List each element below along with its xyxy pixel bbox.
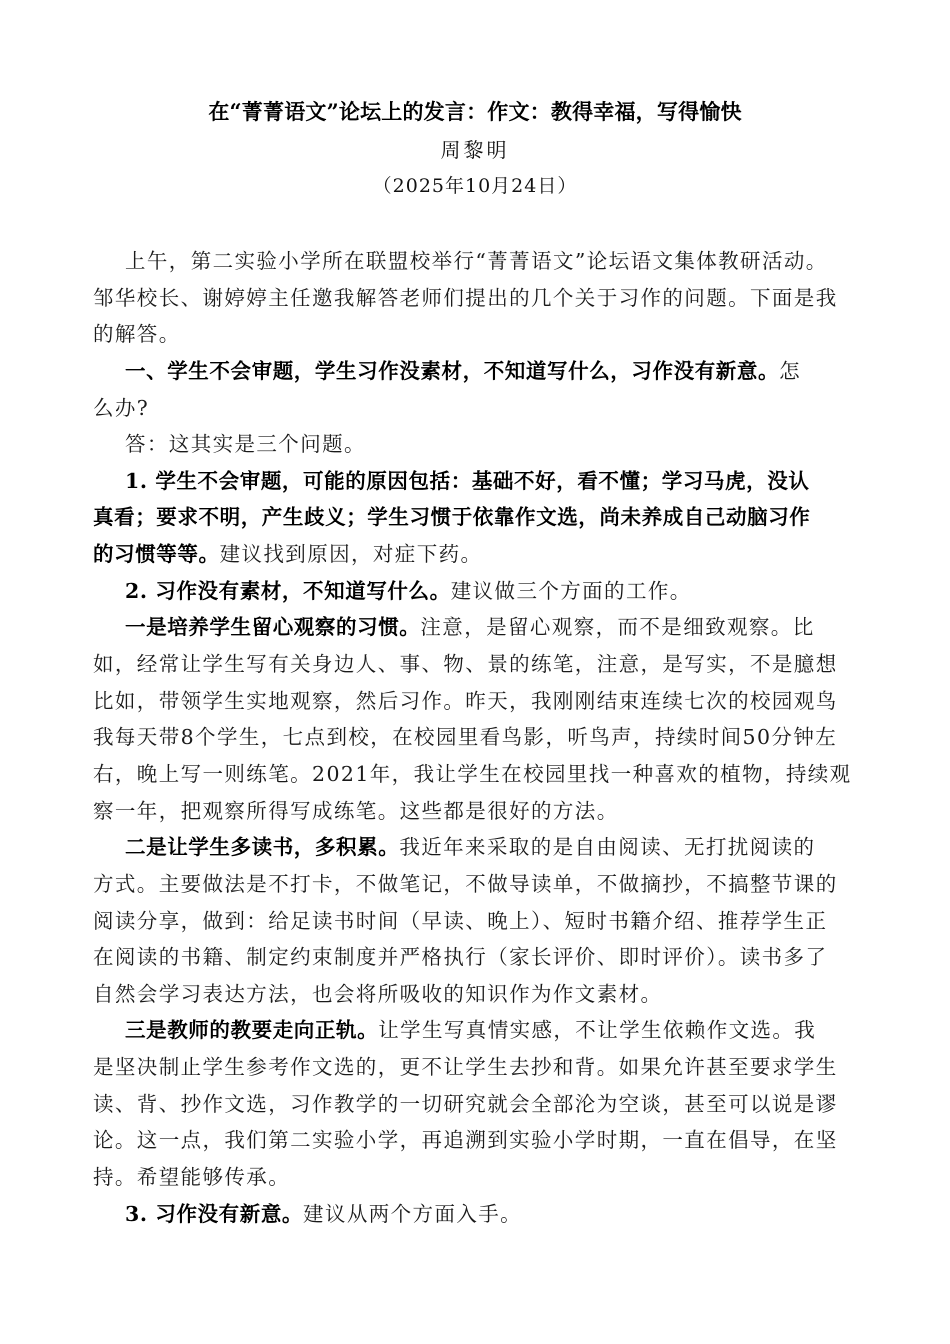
regular-text: 注意，是留心观察，而不是细致观察。比: [420, 615, 815, 640]
text-line: [93, 719, 893, 756]
regular-text: 建议做三个方面的工作。: [450, 578, 692, 603]
text-line: [93, 1159, 893, 1196]
bold-text: 二是让学生多读书，多积累。: [125, 835, 400, 860]
text-line: [93, 903, 893, 940]
text-line: [93, 353, 893, 390]
regular-text: 的解答。: [93, 322, 181, 347]
regular-text: 阅读分享，做到：给足读书时间（早读、晚上）、短时书籍介绍、推荐学生正: [93, 908, 828, 933]
regular-text: 么办?: [93, 395, 150, 420]
regular-text: 如，经常让学生写有关身边人、事、物、景的练笔，注意，是写实，不是臆想: [93, 652, 838, 677]
text-line: [93, 316, 893, 353]
bold-text: 2. 习作没有素材，不知道写什么。: [125, 578, 451, 603]
text-line: [93, 646, 893, 683]
text-line: [93, 463, 893, 500]
text-line: [93, 1049, 893, 1086]
document-title: 在“菁菁语文”论坛上的发言：作文：教得幸福，写得愉快: [208, 99, 742, 124]
bold-text: 一、学生不会审题，学生习作没素材，不知道写什么，习作没有新意。: [125, 358, 780, 383]
bold-text: 1. 学生不会审题，可能的原因包括：基础不好，看不懂；学习马虎，没认: [125, 468, 810, 493]
text-line: [93, 1122, 893, 1159]
document-author: 周黎明: [440, 138, 510, 162]
regular-text: 我近年来采取的是自由阅读、无打扰阅读的: [399, 835, 816, 860]
regular-text: 右，晚上写一则练笔。2021年，我让学生在校园里找一种喜欢的植物，持续观: [93, 761, 852, 786]
text-line: [93, 976, 893, 1013]
regular-text: 比如，带领学生实地观察，然后习作。昨天，我刚刚结束连续七次的校园观鸟: [93, 688, 838, 713]
regular-text: 读、背、抄作文选，习作教学的一切研究就会全部沦为空谈，甚至可以说是谬: [93, 1091, 838, 1116]
regular-text: 让学生写真情实感，不让学生依赖作文选。我: [378, 1018, 817, 1043]
text-line: [93, 280, 893, 317]
regular-text: 答：这其实是三个问题。: [125, 432, 366, 457]
regular-text: 邹华校长、谢婷婷主任邀我解答老师们提出的几个关于习作的问题。下面是我: [93, 285, 838, 310]
document-body: [93, 243, 893, 1232]
text-line: [93, 829, 893, 866]
text-line: [93, 1086, 893, 1123]
bold-text: 真看；要求不明，产生歧义；学生习惯于依靠作文选，尚未养成自己动脑习作: [93, 505, 811, 530]
regular-text: 我每天带8个学生，七点到校，在校园里看鸟影，听鸟声，持续时间50分钟左: [93, 725, 838, 750]
text-line: [93, 756, 893, 793]
bold-text: 的习惯等等。: [93, 542, 220, 567]
text-line: [93, 243, 893, 280]
regular-text: 论。这一点，我们第二实验小学，再追溯到实验小学时期，一直在倡导，在坚: [93, 1128, 838, 1153]
regular-text: 在阅读的书籍、制定约束制度并严格执行（家长评价、即时评价）。读书多了: [93, 945, 828, 970]
text-line: [93, 1012, 893, 1049]
text-line: [93, 573, 893, 610]
bold-text: 一是培养学生留心观察的习惯。: [125, 615, 421, 640]
regular-text: 上午，第二实验小学所在联盟校举行“菁菁语文”论坛语文集体教研活动。: [125, 249, 828, 273]
regular-text: 自然会学习表达方法，也会将所吸收的知识作为作文素材。: [93, 981, 663, 1006]
regular-text: 持。希望能够传承。: [93, 1165, 291, 1190]
bold-text: 三是教师的教要走向正轨。: [125, 1018, 379, 1043]
regular-text: 建议找到原因，对症下药。: [219, 542, 483, 567]
text-line: [93, 683, 893, 720]
regular-text: 是坚决制止学生参考作文选的，更不让学生去抄和背。如果允许甚至要求学生: [93, 1055, 838, 1080]
regular-text: 怎: [779, 358, 802, 383]
document-date: （2025年10月24日）: [372, 175, 578, 197]
regular-text: 察一年，把观察所得写成练笔。这些都是很好的方法。: [93, 798, 619, 823]
text-line: [93, 866, 893, 903]
regular-text: 方式。主要做法是不打卡，不做笔记，不做导读单，不做摘抄，不搞整节课的: [93, 871, 838, 896]
text-line: [93, 939, 893, 976]
regular-text: 建议从两个方面入手。: [303, 1201, 523, 1226]
text-line: [93, 499, 893, 536]
text-line: [93, 536, 893, 573]
text-line: [93, 793, 893, 830]
bold-text: 3. 习作没有新意。: [125, 1201, 304, 1226]
text-line: [93, 1196, 893, 1233]
text-line: [93, 426, 893, 463]
text-line: [93, 609, 893, 646]
text-line: [93, 390, 893, 427]
